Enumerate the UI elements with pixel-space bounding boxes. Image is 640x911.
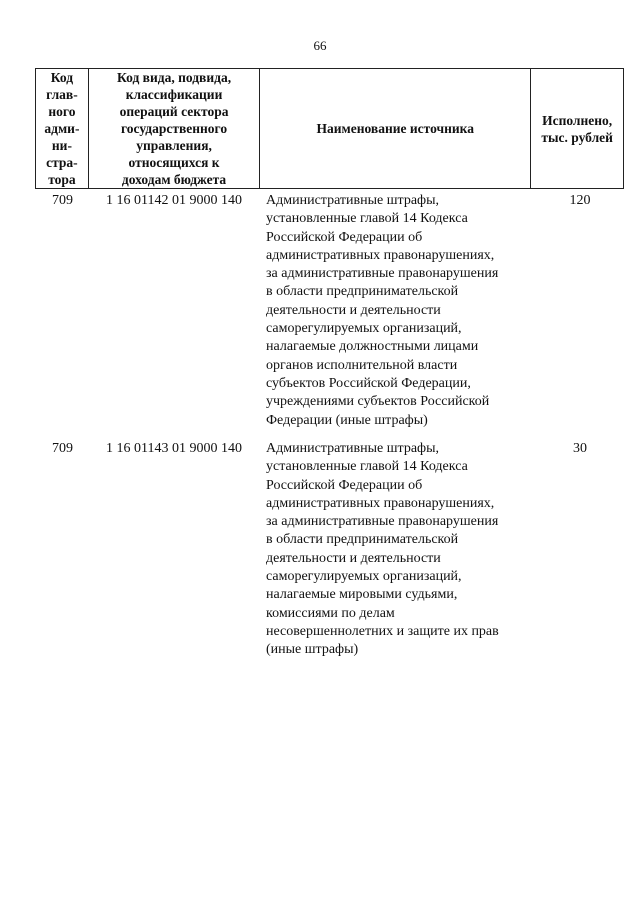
source-name-line: саморегулируемых организаций, [266, 569, 462, 585]
source-name-line: Административные штрафы, [266, 193, 440, 208]
header-line: Код [50, 70, 74, 85]
header-line: ни- [51, 138, 72, 153]
header-line: ного [48, 104, 76, 119]
source-name [260, 440, 532, 660]
header-source-name [260, 69, 531, 188]
source-name-line: административных правонарушениях, [266, 247, 495, 263]
source-name-line: в области предпринимательской [266, 532, 459, 548]
source-name-line: деятельности и деятельности [266, 302, 441, 318]
source-name-line: Российской Федерации об [266, 229, 423, 245]
header-line: управления, [136, 138, 212, 153]
source-name-line: комиссиями по делам [266, 605, 395, 621]
source-name-line: субъектов Российской Федерации, [266, 375, 471, 391]
source-name-line: Федерации (иные штрафы) [266, 412, 428, 428]
source-name [260, 192, 532, 430]
table-row [35, 192, 624, 430]
header-line: классификации [125, 87, 223, 102]
source-name-line: (иные штрафы) [266, 642, 359, 658]
executed-value: 120 [569, 193, 591, 208]
source-name-line: учреждениями субъектов Российской [266, 394, 490, 410]
header-line: Код вида, подвида, [117, 70, 232, 85]
source-name-line: установленные главой 14 Кодекса [266, 211, 468, 227]
header-line: Исполнено, [542, 112, 613, 128]
header-line: государственного [120, 121, 228, 136]
kbk-code: 1 16 01143 01 9000 140 [106, 441, 242, 456]
source-name-line: административных правонарушениях, [266, 495, 495, 511]
header-line: Наименование источника [316, 121, 475, 136]
source-name-line: налагаемые должностными лицами [266, 339, 479, 355]
header-line: тора [48, 172, 76, 187]
kbk-code: 1 16 01142 01 9000 140 [106, 193, 242, 208]
header-line: стра- [46, 155, 78, 170]
source-name-line: Российской Федерации об [266, 477, 423, 493]
page-number: 66 [313, 38, 327, 53]
header-kbk [89, 69, 260, 188]
header-admin-code [36, 69, 89, 188]
source-name-line: установленные главой 14 Кодекса [266, 459, 468, 475]
source-name-line: саморегулируемых организаций, [266, 321, 462, 337]
header-line: относящихся к [128, 155, 220, 170]
source-name-line: деятельности и деятельности [266, 550, 441, 566]
admin-code: 709 [52, 193, 73, 208]
source-name-line: за административные правонарушения [266, 514, 499, 530]
source-name-line: в области предпринимательской [266, 284, 459, 300]
header-line: глав- [46, 87, 78, 102]
admin-code: 709 [52, 441, 73, 456]
executed-value: 30 [573, 441, 587, 456]
source-name-line: налагаемые мировыми судьями, [266, 587, 458, 603]
table-row [35, 440, 624, 660]
header-line: операций сектора [119, 104, 229, 119]
source-name-line: за административные правонарушения [266, 266, 499, 282]
header-line: тыс. рублей [541, 129, 613, 145]
header-line: адми- [44, 121, 80, 136]
table-header [35, 68, 624, 189]
source-name-line: несовершеннолетних и защите их прав [266, 623, 499, 639]
source-name-line: Административные штрафы, [266, 441, 440, 456]
header-executed [531, 69, 623, 188]
header-line: доходам бюджета [121, 172, 227, 187]
source-name-line: органов исполнительной власти [266, 357, 458, 373]
